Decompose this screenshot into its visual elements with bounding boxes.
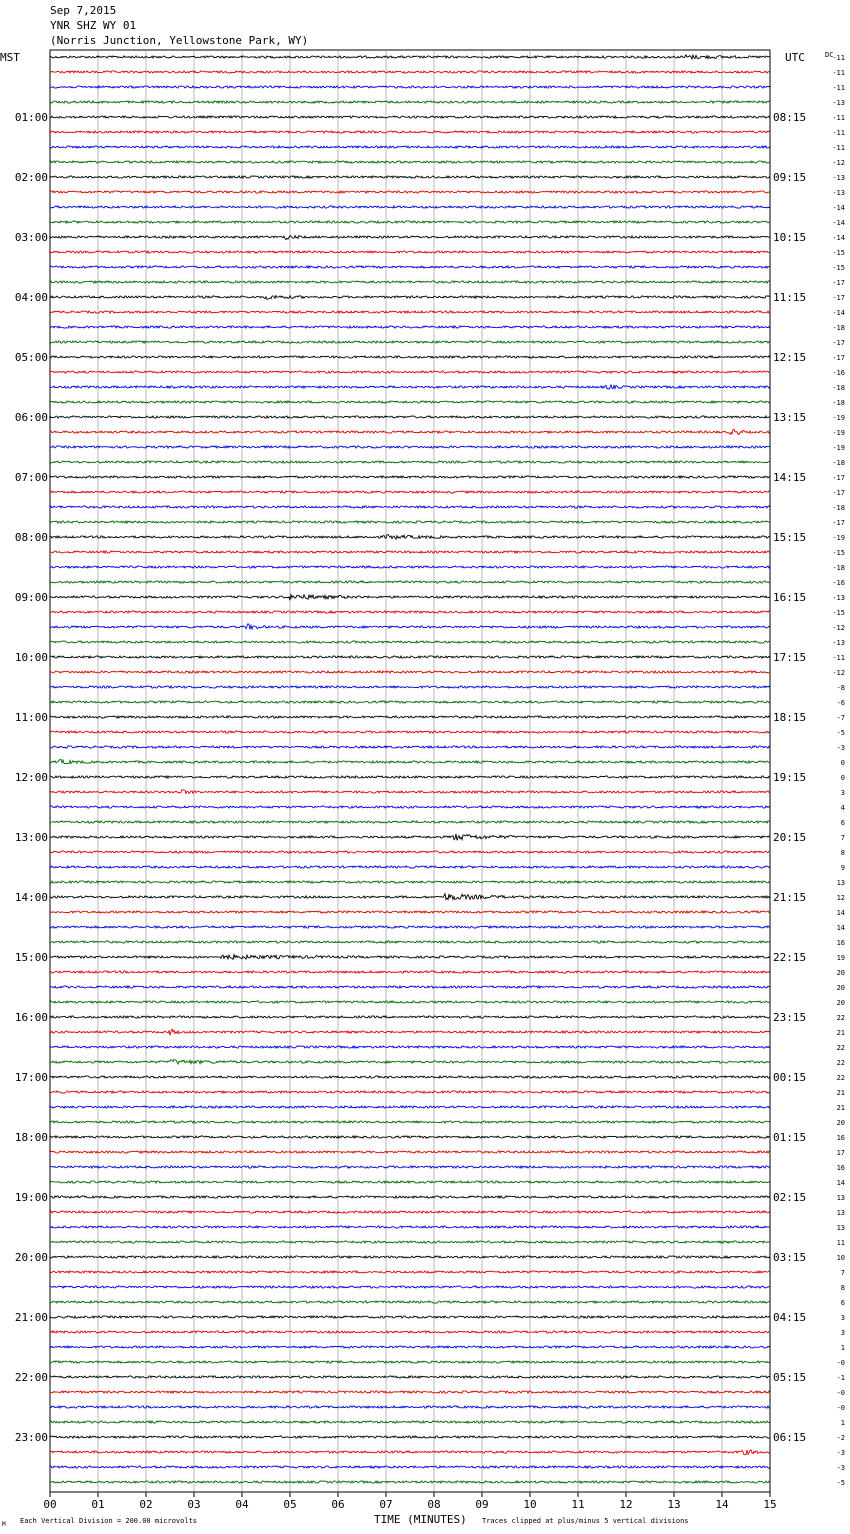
dc-offset-label: 1 <box>840 1344 845 1352</box>
trace-row <box>50 806 770 808</box>
trace-row <box>50 911 770 913</box>
utc-hour-label: 02:15 <box>773 1191 807 1204</box>
trace-row <box>50 1091 770 1093</box>
dc-offset-label: -17 <box>832 489 845 497</box>
mst-hour-label: 07:00 <box>14 471 48 484</box>
dc-offset-label: 4 <box>840 804 845 812</box>
trace-row <box>50 1286 770 1288</box>
dc-offset-label: -3 <box>836 1464 845 1472</box>
mst-hour-label: 15:00 <box>14 951 48 964</box>
dc-offset-label: -18 <box>832 504 845 512</box>
trace-row <box>50 251 770 253</box>
mst-hour-label: 18:00 <box>14 1131 48 1144</box>
dc-offset-label: 16 <box>836 1164 845 1172</box>
time-axis <box>43 1492 776 1511</box>
x-tick-label: 09 <box>475 1498 489 1511</box>
dc-offset-label: 3 <box>840 789 845 797</box>
trace-row <box>50 731 770 733</box>
dc-offset-label: 12 <box>836 894 845 902</box>
trace-row <box>50 1060 770 1065</box>
trace-row <box>50 416 770 418</box>
dc-offset-label: 19 <box>836 954 845 962</box>
dc-offset-label: 20 <box>836 1119 845 1127</box>
dc-offset-label: -11 <box>832 144 845 152</box>
x-tick-label: 11 <box>571 1498 585 1511</box>
dc-offset-label: -17 <box>832 339 845 347</box>
trace-row <box>50 86 770 88</box>
dc-header-label: DC <box>825 51 834 59</box>
dc-offset-label: -17 <box>832 294 845 302</box>
dc-offset-label: -16 <box>832 369 845 377</box>
dc-offset-label: -6 <box>836 699 845 707</box>
trace-row <box>50 1151 770 1153</box>
trace-row <box>50 716 770 718</box>
trace-row <box>50 1106 770 1108</box>
dc-offset-label: -14 <box>832 234 845 242</box>
seismic-traces <box>50 55 770 1483</box>
dc-offset-label: -8 <box>836 684 845 692</box>
trace-row <box>50 1346 770 1348</box>
dc-offset-label: -12 <box>832 624 845 632</box>
dc-offset-label: 20 <box>836 999 845 1007</box>
dc-offset-label: 11 <box>836 1239 845 1247</box>
dc-offset-label: -17 <box>832 279 845 287</box>
trace-row <box>50 701 770 703</box>
dc-offset-label: -13 <box>832 99 845 107</box>
trace-row <box>50 1241 770 1243</box>
utc-hour-labels <box>773 111 806 1444</box>
trace-row <box>50 491 770 493</box>
dc-offset-label: 22 <box>836 1074 845 1082</box>
dc-offset-label: -11 <box>832 84 845 92</box>
dc-offset-label: 3 <box>840 1314 845 1322</box>
x-axis-title: TIME (MINUTES) <box>374 1513 467 1526</box>
dc-offset-label: 14 <box>836 1179 845 1187</box>
trace-row <box>50 1196 770 1198</box>
utc-hour-label: 16:15 <box>773 591 807 604</box>
dc-offset-label: -19 <box>832 414 845 422</box>
mst-hour-label: 17:00 <box>14 1071 48 1084</box>
dc-offset-label: -18 <box>832 324 845 332</box>
trace-row <box>50 671 770 673</box>
trace-row <box>50 641 770 643</box>
mst-hour-label: 10:00 <box>14 651 48 664</box>
trace-row <box>50 461 770 463</box>
trace-row <box>50 281 770 283</box>
dc-offset-label: 8 <box>840 1284 845 1292</box>
utc-hour-label: 01:15 <box>773 1131 807 1144</box>
dc-offset-label: -13 <box>832 174 845 182</box>
trace-row <box>50 1046 770 1048</box>
trace-row <box>50 341 770 343</box>
trace-row <box>50 311 770 313</box>
trace-row <box>50 581 770 583</box>
trace-row <box>50 296 770 300</box>
dc-offset-label: -13 <box>832 639 845 647</box>
trace-row <box>50 326 770 328</box>
corner-mark: M <box>2 1521 6 1528</box>
dc-offset-label: -0 <box>836 1404 845 1412</box>
dc-offset-label: 20 <box>836 969 845 977</box>
dc-offset-label: -0 <box>836 1359 845 1367</box>
trace-row <box>50 206 770 208</box>
trace-row <box>50 221 770 223</box>
trace-row <box>50 894 770 900</box>
trace-row <box>50 1136 770 1138</box>
mst-hour-label: 12:00 <box>14 771 48 784</box>
utc-hour-label: 08:15 <box>773 111 807 124</box>
dc-offset-label: 21 <box>836 1089 845 1097</box>
utc-hour-label: 21:15 <box>773 891 807 904</box>
dc-offset-label: -18 <box>832 459 845 467</box>
dc-offset-label: -14 <box>832 219 845 227</box>
dc-offset-label: -7 <box>836 714 845 722</box>
dc-offset-label: 20 <box>836 984 845 992</box>
dc-offset-label: -15 <box>832 549 845 557</box>
trace-row <box>50 746 770 748</box>
x-tick-label: 13 <box>667 1498 681 1511</box>
mst-hour-labels <box>15 111 48 1444</box>
x-tick-label: 01 <box>91 1498 105 1511</box>
dc-offset-label: -2 <box>836 1434 845 1442</box>
dc-offset-label: -14 <box>832 309 845 317</box>
dc-offset-label: -13 <box>832 189 845 197</box>
trace-row <box>50 101 770 103</box>
mst-hour-label: 16:00 <box>14 1011 48 1024</box>
dc-offset-label: 21 <box>836 1104 845 1112</box>
trace-row <box>50 1481 770 1483</box>
mst-hour-label: 14:00 <box>14 891 48 904</box>
x-tick-label: 07 <box>379 1498 393 1511</box>
trace-row <box>50 624 770 630</box>
dc-offset-label: -17 <box>832 354 845 362</box>
dc-offset-label: 22 <box>836 1044 845 1052</box>
trace-row <box>50 191 770 193</box>
trace-row <box>50 356 770 358</box>
trace-row <box>50 881 770 883</box>
dc-offset-label: 13 <box>836 1209 845 1217</box>
trace-row <box>50 55 770 59</box>
dc-offset-label: -18 <box>832 384 845 392</box>
station-location: (Norris Junction, Yellowstone Park, WY) <box>50 34 309 47</box>
dc-offset-labels <box>832 54 845 1487</box>
mst-zone-label: MST <box>0 51 20 64</box>
trace-row <box>50 551 770 553</box>
dc-offset-label: -19 <box>832 534 845 542</box>
utc-hour-label: 15:15 <box>773 531 807 544</box>
dc-offset-label: -12 <box>832 159 845 167</box>
dc-offset-label: 7 <box>840 1269 845 1277</box>
dc-offset-label: 1 <box>840 1419 845 1427</box>
clip-note: Traces clipped at plus/minus 5 vertical divisions <box>482 1517 689 1525</box>
dc-offset-label: -17 <box>832 474 845 482</box>
trace-row <box>50 1316 770 1318</box>
trace-row <box>50 535 770 540</box>
trace-row <box>50 1226 770 1228</box>
utc-hour-label: 12:15 <box>773 351 807 364</box>
trace-row <box>50 521 770 523</box>
trace-row <box>50 759 770 763</box>
dc-offset-label: -19 <box>832 444 845 452</box>
dc-offset-label: -11 <box>832 129 845 137</box>
trace-row <box>50 1076 770 1078</box>
trace-row <box>50 116 770 118</box>
dc-offset-label: 16 <box>836 939 845 947</box>
trace-row <box>50 1331 770 1333</box>
dc-offset-label: 9 <box>840 864 845 872</box>
x-tick-label: 14 <box>715 1498 729 1511</box>
trace-row <box>50 686 770 688</box>
trace-row <box>50 1406 770 1408</box>
station-code: YNR SHZ WY 01 <box>50 19 137 32</box>
trace-row <box>50 834 770 840</box>
dc-offset-label: -11 <box>832 69 845 77</box>
trace-row <box>50 971 770 973</box>
dc-offset-label: 6 <box>840 819 845 827</box>
x-tick-label: 06 <box>331 1498 345 1511</box>
time-gridlines <box>50 50 770 1492</box>
mst-hour-label: 08:00 <box>14 531 48 544</box>
mst-hour-label: 02:00 <box>14 171 48 184</box>
dc-offset-label: -5 <box>836 729 845 737</box>
trace-row <box>50 1376 770 1378</box>
utc-hour-label: 03:15 <box>773 1251 807 1264</box>
dc-offset-label: 22 <box>836 1014 845 1022</box>
dc-offset-label: 13 <box>836 1224 845 1232</box>
dc-offset-label: -12 <box>832 669 845 677</box>
utc-hour-label: 23:15 <box>773 1011 807 1024</box>
trace-row <box>50 266 770 268</box>
mst-hour-label: 20:00 <box>14 1251 48 1264</box>
utc-hour-label: 09:15 <box>773 171 807 184</box>
utc-hour-label: 11:15 <box>773 291 807 304</box>
mst-hour-label: 09:00 <box>14 591 48 604</box>
trace-row <box>50 926 770 928</box>
dc-offset-label: -13 <box>832 594 845 602</box>
utc-hour-label: 05:15 <box>773 1371 807 1384</box>
dc-offset-label: 6 <box>840 1299 845 1307</box>
dc-offset-label: -14 <box>832 204 845 212</box>
trace-row <box>50 1121 770 1123</box>
mst-hour-label: 19:00 <box>14 1191 48 1204</box>
x-tick-label: 03 <box>187 1498 201 1511</box>
dc-offset-label: 21 <box>836 1029 845 1037</box>
x-tick-label: 00 <box>43 1498 57 1511</box>
utc-hour-label: 13:15 <box>773 411 807 424</box>
dc-offset-label: -11 <box>832 54 845 62</box>
trace-row <box>50 1029 770 1035</box>
plot-frame <box>50 50 770 1492</box>
dc-offset-label: 8 <box>840 849 845 857</box>
dc-offset-label: 10 <box>836 1254 845 1262</box>
dc-offset-label: 0 <box>840 774 845 782</box>
dc-offset-label: 3 <box>840 1329 845 1337</box>
utc-hour-label: 04:15 <box>773 1311 807 1324</box>
dc-offset-label: -18 <box>832 399 845 407</box>
trace-row <box>50 1450 770 1455</box>
dc-offset-label: -1 <box>836 1374 845 1382</box>
trace-row <box>50 1166 770 1168</box>
trace-row <box>50 656 770 658</box>
trace-row <box>50 161 770 163</box>
trace-row <box>50 131 770 133</box>
trace-row <box>50 941 770 943</box>
trace-row <box>50 821 770 823</box>
trace-row <box>50 1211 770 1213</box>
mst-hour-label: 11:00 <box>14 711 48 724</box>
utc-hour-label: 20:15 <box>773 831 807 844</box>
trace-row <box>50 1301 770 1303</box>
trace-row <box>50 611 770 613</box>
dc-offset-label: -19 <box>832 429 845 437</box>
dc-offset-label: -18 <box>832 564 845 572</box>
dc-offset-label: 13 <box>836 1194 845 1202</box>
scale-note: Each Vertical Division = 200.00 microvolts <box>20 1517 198 1525</box>
x-tick-label: 05 <box>283 1498 297 1511</box>
dc-offset-label: -15 <box>832 249 845 257</box>
mst-hour-label: 06:00 <box>14 411 48 424</box>
trace-row <box>50 476 770 478</box>
trace-row <box>50 566 770 568</box>
x-tick-label: 12 <box>619 1498 633 1511</box>
x-tick-label: 04 <box>235 1498 249 1511</box>
trace-row <box>50 866 770 868</box>
mst-hour-label: 03:00 <box>14 231 48 244</box>
dc-offset-label: -16 <box>832 579 845 587</box>
utc-hour-label: 00:15 <box>773 1071 807 1084</box>
trace-row <box>50 955 770 960</box>
trace-row <box>50 429 770 434</box>
mst-hour-label: 05:00 <box>14 351 48 364</box>
trace-row <box>50 506 770 508</box>
utc-hour-label: 10:15 <box>773 231 807 244</box>
trace-row <box>50 1271 770 1273</box>
dc-offset-label: -15 <box>832 264 845 272</box>
dc-offset-label: 16 <box>836 1134 845 1142</box>
mst-hour-label: 01:00 <box>14 111 48 124</box>
trace-row <box>50 1436 770 1438</box>
mst-hour-label: 04:00 <box>14 291 48 304</box>
trace-row <box>50 1016 770 1018</box>
dc-offset-label: 7 <box>840 834 845 842</box>
trace-row <box>50 986 770 988</box>
trace-row <box>50 71 770 73</box>
mst-hour-label: 21:00 <box>14 1311 48 1324</box>
utc-zone-label: UTC <box>785 51 805 64</box>
dc-offset-label: 0 <box>840 759 845 767</box>
trace-row <box>50 371 770 373</box>
mst-hour-label: 23:00 <box>14 1431 48 1444</box>
dc-offset-label: 14 <box>836 909 845 917</box>
trace-row <box>50 790 770 794</box>
trace-row <box>50 1391 770 1393</box>
x-tick-label: 15 <box>763 1498 777 1511</box>
trace-row <box>50 176 770 178</box>
trace-row <box>50 1001 770 1003</box>
trace-row <box>50 1181 770 1183</box>
utc-hour-label: 19:15 <box>773 771 807 784</box>
trace-row <box>50 595 770 601</box>
utc-hour-label: 17:15 <box>773 651 807 664</box>
trace-row <box>50 776 770 778</box>
dc-offset-label: -11 <box>832 654 845 662</box>
mst-hour-label: 22:00 <box>14 1371 48 1384</box>
utc-hour-label: 22:15 <box>773 951 807 964</box>
dc-offset-label: -5 <box>836 1479 845 1487</box>
utc-hour-label: 14:15 <box>773 471 807 484</box>
trace-row <box>50 236 770 240</box>
trace-row <box>50 401 770 403</box>
trace-row <box>50 446 770 448</box>
dc-offset-label: 22 <box>836 1059 845 1067</box>
dc-offset-label: -3 <box>836 744 845 752</box>
trace-row <box>50 385 770 389</box>
plot-date: Sep 7,2015 <box>50 4 117 17</box>
trace-row <box>50 1466 770 1468</box>
utc-hour-label: 18:15 <box>773 711 807 724</box>
x-tick-label: 02 <box>139 1498 153 1511</box>
trace-row <box>50 851 770 853</box>
trace-row <box>50 1421 770 1423</box>
dc-offset-label: -17 <box>832 519 845 527</box>
dc-offset-label: -11 <box>832 114 845 122</box>
trace-row <box>50 146 770 148</box>
trace-row <box>50 1361 770 1363</box>
mst-hour-label: 13:00 <box>14 831 48 844</box>
utc-hour-label: 06:15 <box>773 1431 807 1444</box>
dc-offset-label: -3 <box>836 1449 845 1457</box>
x-tick-label: 10 <box>523 1498 537 1511</box>
x-tick-label: 08 <box>427 1498 441 1511</box>
dc-offset-label: -15 <box>832 609 845 617</box>
dc-offset-label: 17 <box>836 1149 845 1157</box>
dc-offset-label: -0 <box>836 1389 845 1397</box>
trace-row <box>50 1256 770 1258</box>
dc-offset-label: 13 <box>836 879 845 887</box>
dc-offset-label: 14 <box>836 924 845 932</box>
